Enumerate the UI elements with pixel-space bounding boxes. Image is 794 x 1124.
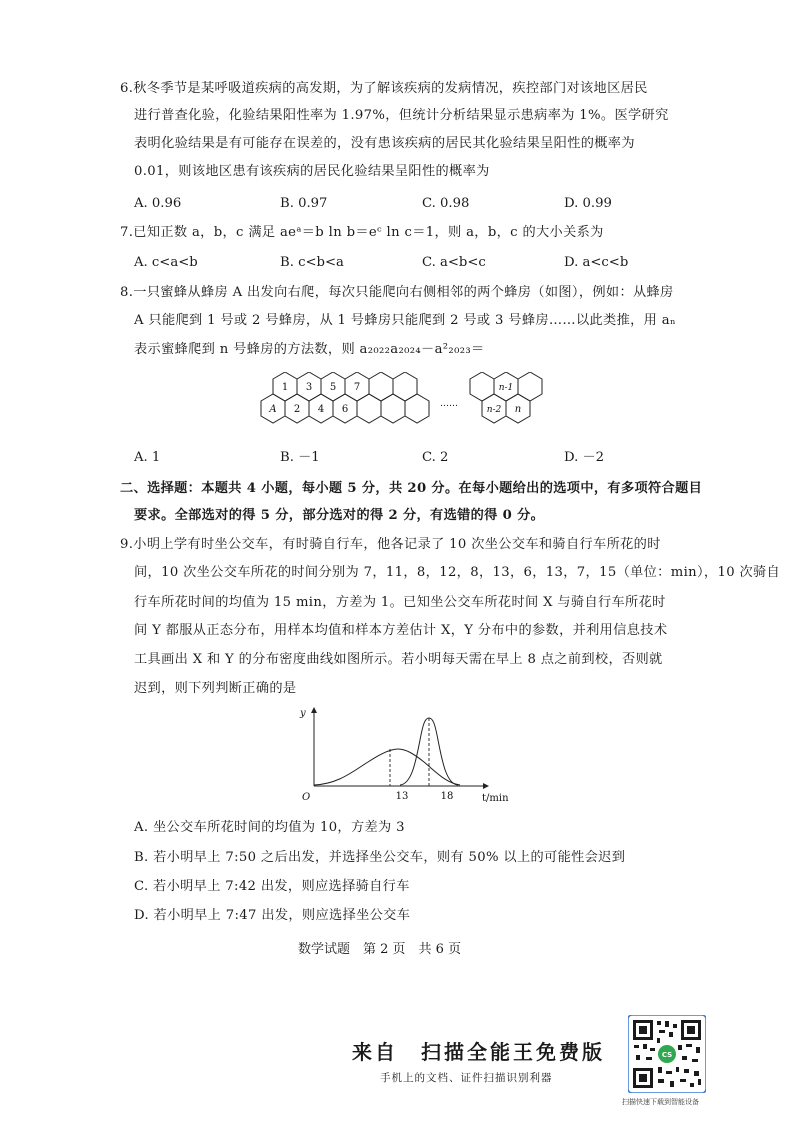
curve-x xyxy=(314,749,460,785)
hex-label-4: 4 xyxy=(317,404,325,415)
hex-bottom-blank-1 xyxy=(357,394,381,423)
hex-label-7: 7 xyxy=(353,382,361,393)
tick-label-13: 13 xyxy=(395,791,409,802)
q6-line-1: 6.秋冬季节是某呼吸道疾病的高发期，为了解该疾病的发病情况，疾控部门对该地区居民 xyxy=(120,81,648,96)
q7-options xyxy=(134,253,694,273)
hex-label-5: 5 xyxy=(329,382,337,393)
hex-ellipsis: …… xyxy=(440,399,458,409)
q6-option-c[interactable]: C. 0.98 xyxy=(422,196,470,211)
x-axis-label: t/min xyxy=(482,793,509,804)
q9-line-5: 工具画出 X 和 Y 的分布密度曲线如图所示。若小明每天需在早上 8 点之前到校，否则就 xyxy=(134,652,663,667)
q6-options xyxy=(134,194,694,214)
hex-label-3: 3 xyxy=(305,382,313,393)
q9-line-2: 间，10 次坐公交车所花的时间分别为 7，11，8，12，8，13，6，13，7，15（单位：min），10 次骑自 xyxy=(134,565,781,580)
hex-label-A: A xyxy=(269,404,277,415)
q6-option-a[interactable]: A. 0.96 xyxy=(134,196,182,211)
hex-bottom-blank-2 xyxy=(381,394,405,423)
q6-line-2: 进行普查化验，化验结果阳性率为 1.97%，但统计分析结果显示患病率为 1%。医学研究 xyxy=(134,108,669,123)
q7-option-a[interactable]: A. c<a<b xyxy=(134,255,198,270)
hex-label-2: 2 xyxy=(293,404,301,415)
hex-label-n-2: n-2 xyxy=(486,405,502,415)
watermark-tagline: 手机上的文档、证件扫描识别利器 xyxy=(380,1072,553,1084)
q7-line-1: 7.已知正数 a，b，c 满足 aeᵃ＝b ln b＝eᶜ ln c＝1，则 a，b，c 的大小关系为 xyxy=(120,225,604,240)
q9-option-b[interactable]: B. 若小明早上 7:50 之后出发，并选择坐公交车，则有 50% 以上的可能性会迟到 xyxy=(134,850,626,865)
q7-option-c[interactable]: C. a<b<c xyxy=(422,255,486,270)
q6-option-d[interactable]: D. 0.99 xyxy=(564,196,612,211)
watermark-brand: 来自 扫描全能王免费版 xyxy=(352,1040,605,1064)
q8-option-b[interactable]: B. －1 xyxy=(280,450,320,465)
q8-option-d[interactable]: D. －2 xyxy=(564,450,605,465)
q9-option-d[interactable]: D. 若小明早上 7:47 出发，则应选择坐公交车 xyxy=(134,908,411,923)
q8-line-1: 8.一只蜜蜂从蜂房 A 出发向右爬，每次只能爬向右侧相邻的两个蜂房（如图），例如：从蜂房 xyxy=(120,285,674,300)
q9-option-c[interactable]: C. 若小明早上 7:42 出发，则应选择骑自行车 xyxy=(134,879,410,894)
q6-line-3: 表明化验结果是有可能存在误差的，没有患该疾病的居民其化验结果呈阳性的概率为 xyxy=(134,136,635,151)
q8-line-3: 表示蜜蜂爬到 n 号蜂房的方法数，则 a₂₀₂₂a₂₀₂₄－a²₂₀₂₃＝ xyxy=(134,342,485,357)
origin-label: O xyxy=(302,792,311,803)
q6-option-b[interactable]: B. 0.97 xyxy=(280,196,328,211)
q9-line-1: 9.小明上学有时坐公交车，有时骑自行车，他各记录了 10 次坐公交车和骑自行车所花的时 xyxy=(120,537,661,552)
normal-distribution-figure xyxy=(290,704,520,806)
hex-label-n-1: n-1 xyxy=(498,383,514,393)
q6-line-4: 0.01，则该地区患有该疾病的居民化验结果呈阳性的概率为 xyxy=(134,164,490,179)
y-axis-label: y xyxy=(300,708,306,719)
q8-line-2: A 只能爬到 1 号或 2 号蜂房，从 1 号蜂房只能爬到 2 号或 3 号蜂房……以此类推，用 aₙ xyxy=(134,313,677,328)
page-footer: 数学试题 第 2 页 共 6 页 xyxy=(298,942,462,957)
qr-code xyxy=(628,1015,706,1093)
tick-label-18: 18 xyxy=(440,791,454,802)
qr-caption: 扫描快速下载到智能设备 xyxy=(622,1098,699,1106)
section2-line-1: 二、选择题：本题共 4 小题，每小题 5 分，共 20 分。在每小题给出的选项中，有多项符合题目 xyxy=(120,481,703,496)
hex-label-n: n xyxy=(514,404,522,415)
section2-line-2: 要求。全部选对的得 5 分，部分选对的得 2 分，有选错的得 0 分。 xyxy=(134,508,545,523)
hex-label-1: 1 xyxy=(281,382,289,393)
q9-line-4: 间 Y 都服从正态分布，用样本均值和样本方差估计 X，Y 分布中的参数，并利用信息技术 xyxy=(134,623,668,638)
beehive-figure xyxy=(250,372,560,444)
q8-options xyxy=(134,448,694,468)
q9-line-6: 迟到，则下列判断正确的是 xyxy=(134,681,297,696)
q8-option-c[interactable]: C. 2 xyxy=(422,450,449,465)
q8-option-a[interactable]: A. 1 xyxy=(134,450,161,465)
q7-option-d[interactable]: D. a<c<b xyxy=(564,255,629,270)
q9-line-3: 行车所花时间的均值为 15 min，方差为 1。已知坐公交车所花时间 X 与骑自行车所花时 xyxy=(134,595,666,610)
q7-option-b[interactable]: B. c<b<a xyxy=(280,255,344,270)
qr-logo-text: CS xyxy=(661,1051,673,1059)
q9-option-a[interactable]: A. 坐公交车所花时间的均值为 10，方差为 3 xyxy=(134,820,405,835)
hex-bottom-blank-3 xyxy=(405,394,429,423)
hex-label-6: 6 xyxy=(341,404,349,415)
